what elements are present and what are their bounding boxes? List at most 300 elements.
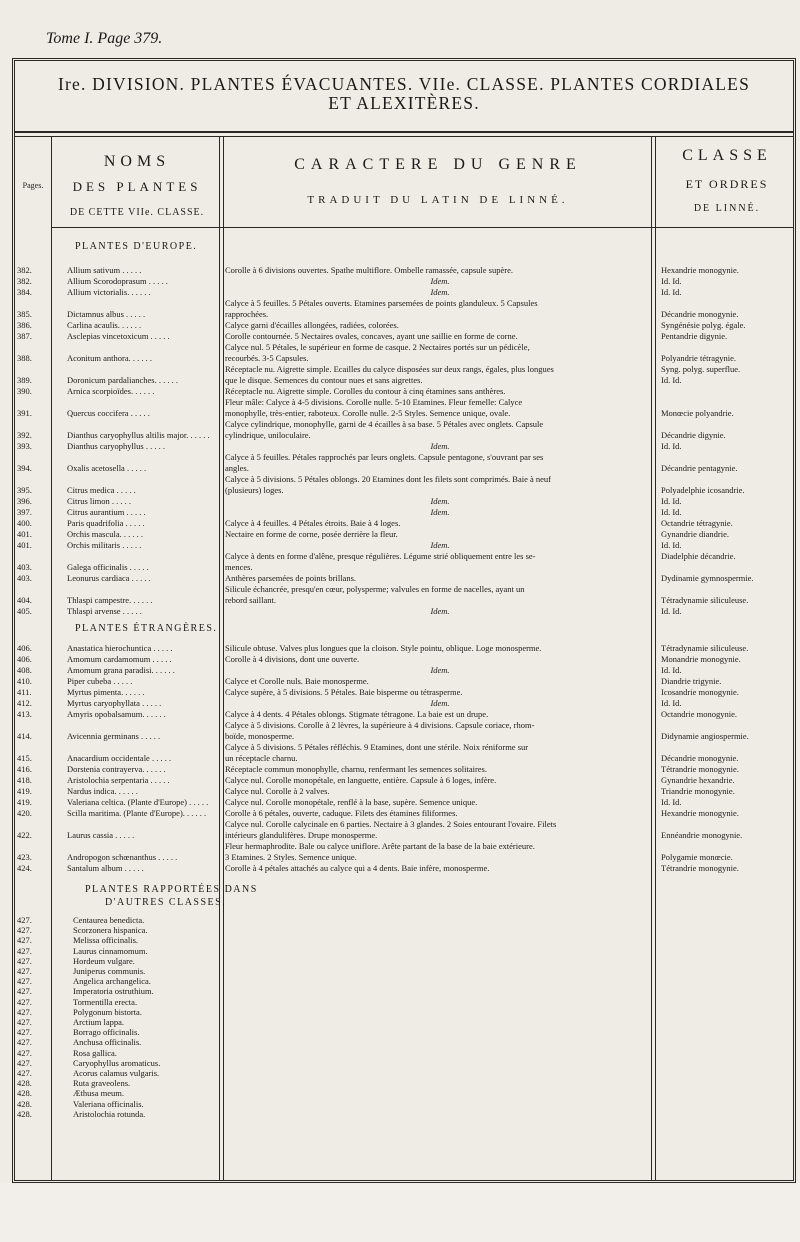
linnaean-class — [661, 441, 797, 452]
character-line: Idem. — [430, 276, 450, 286]
linnaean-class — [661, 364, 797, 386]
page-number: 408. — [17, 665, 32, 675]
table-row — [15, 452, 793, 474]
plant-name: Valeriana celtica. (Plante d'Europe) . . . . . — [67, 797, 209, 807]
title-rule-inner — [15, 136, 793, 137]
table-row — [15, 441, 793, 452]
class-line — [661, 419, 797, 430]
page-number: 428. — [17, 1088, 32, 1099]
plant-name: Aconitum anthora. . . . . . — [67, 353, 152, 363]
header-pages: Pages. — [22, 181, 44, 190]
plant-name: Acorus calamus vulgaris. — [73, 1068, 160, 1078]
header-classe-linne: CLASSE — [682, 147, 772, 164]
table-row — [15, 606, 793, 617]
linnaean-class — [661, 606, 797, 617]
page-number: 401. — [17, 540, 32, 550]
linnaean-class — [661, 298, 797, 320]
character-line: boïde, monosperme. — [225, 731, 295, 741]
genus-character — [225, 665, 655, 676]
class-line: Syng. polyg. superflue. — [661, 364, 741, 374]
linnaean-class — [661, 665, 797, 676]
page-number: 382. — [17, 276, 32, 286]
plant-name: Juniperus communis. — [73, 966, 146, 976]
page-number: 428. — [17, 1108, 32, 1119]
character-line: Idem. — [430, 496, 450, 506]
page-number: 415. — [17, 753, 32, 763]
character-line: Corolle à 4 pétales attachés au calyce qui a 4 dents. Baie infère, monosperme. — [225, 863, 490, 873]
character-line: Corolle contournée. 5 Nectaires ovales, concaves, ayant une saillie en forme de corne. — [225, 331, 518, 341]
character-line: cylindrique, uniloculaire. — [225, 430, 311, 440]
character-line: Calyce à 4 feuilles. 4 Pétales étroits. Baie à 4 loges. — [225, 518, 401, 528]
page-number: 389. — [17, 375, 32, 385]
page-number: 423. — [17, 852, 32, 862]
table-row — [15, 507, 793, 518]
plant-name: Thlaspi arvense . . . . . — [67, 606, 142, 616]
class-line: Gynandrie hexandrie. — [661, 775, 735, 785]
linnaean-class — [661, 331, 797, 342]
table-title — [15, 75, 793, 113]
linnaean-class — [661, 643, 797, 654]
plant-name: Arctium lappa. — [73, 1017, 124, 1027]
page-number: 427. — [17, 1057, 32, 1068]
class-line: Id. Id. — [661, 797, 682, 807]
plant-name: Laurus cinnamomum. — [73, 945, 148, 956]
linnaean-class — [661, 265, 797, 276]
table-row — [15, 720, 793, 742]
plant-name: Orchis mascula. . . . . . — [67, 529, 144, 539]
character-line: Idem. — [430, 540, 450, 550]
table-row — [15, 654, 793, 665]
plant-name: Allium sativum . . . . . — [67, 265, 142, 275]
plant-name: Leonurus cardiaca . . . . . — [67, 573, 151, 583]
plant-name: Dianthus caryophyllus altilis major. . . . . . — [67, 430, 210, 440]
page-number: 418. — [17, 775, 32, 785]
page-number: 401. — [17, 529, 32, 539]
genus-character — [225, 397, 655, 419]
page-number: 403. — [17, 562, 32, 572]
genus-character — [225, 687, 655, 698]
page-number: 427. — [17, 915, 32, 925]
plant-name: Polygonum bistorta. — [73, 1006, 142, 1017]
header-caractere: CARACTERE DU GENRE — [294, 156, 582, 173]
page-number: 397. — [17, 507, 32, 517]
page-number: 424. — [17, 863, 32, 873]
character-line: Calyce à 4 dents. 4 Pétales oblongs. Stigmate tétragone. La baie est un drupe. — [225, 709, 489, 719]
character-line: Calyce à 5 divisions. Corolle à 2 lèvres, la supérieure à 4 divisions. Capsule coriace, rhom- — [225, 720, 535, 730]
linnaean-class — [661, 276, 797, 287]
genus-character — [225, 720, 655, 742]
linnaean-class — [661, 863, 797, 874]
plant-name: Anchusa officinalis. — [73, 1037, 142, 1048]
page-number: 382. — [17, 265, 32, 275]
header-classe: DE CETTE VIIe. CLASSE. — [69, 207, 205, 218]
class-line: Monœcie polyandrie. — [661, 408, 734, 418]
character-line: Nectaire en forme de corne, posée derrière la fleur. — [225, 529, 398, 539]
page-number: 427. — [17, 935, 32, 946]
character-line: angles. — [225, 463, 249, 473]
page-number: 390. — [17, 386, 32, 396]
page-number: 427. — [17, 955, 32, 966]
character-line: Idem. — [430, 287, 450, 297]
character-line: Calyce nul. Corolle à 2 valves. — [225, 786, 330, 796]
plant-name: Dorstenia contrayerva. . . . . . — [67, 764, 166, 774]
header-noms: NOMS — [103, 153, 171, 170]
table-row — [15, 551, 793, 573]
page-number: 428. — [17, 1098, 32, 1109]
table-row — [15, 698, 793, 709]
table-row — [15, 364, 793, 386]
genus-character — [225, 507, 655, 518]
page-number: 419. — [17, 786, 32, 796]
class-line: Hexandrie monogynie. — [661, 265, 739, 275]
class-line: Décandrie monogynie. — [661, 309, 739, 319]
page-number: 400. — [17, 518, 32, 528]
class-line: Id. Id. — [661, 276, 682, 286]
page-number: 410. — [17, 676, 32, 686]
class-line: Décandrie pentagynie. — [661, 463, 738, 473]
genus-character — [225, 364, 655, 386]
plant-name: Quercus coccifera . . . . . — [67, 408, 150, 418]
genus-character — [225, 819, 655, 841]
page-number: 395. — [17, 485, 32, 495]
plant-name: Scorzonera hispanica. — [73, 925, 148, 936]
character-line: Idem. — [430, 665, 450, 675]
plant-name: Dianthus caryophyllus . . . . . — [67, 441, 165, 451]
class-line — [661, 584, 797, 595]
linnaean-class — [661, 584, 797, 606]
page-number: 427. — [17, 976, 32, 987]
plant-name: Doronicum pardalianches. . . . . . — [67, 375, 178, 385]
class-line: Dydinamie gymnospermie. — [661, 573, 754, 583]
genus-character — [225, 709, 655, 720]
page-number: 422. — [17, 830, 32, 840]
character-line: Réceptacle nu. Aigrette simple. Ecailles du calyce disposées sur deux rangs, égales, plus longues — [225, 364, 554, 374]
linnaean-class — [661, 540, 797, 551]
plant-name: Aristolochia serpentaria . . . . . — [67, 775, 170, 785]
character-line: un réceptacle charnu. — [225, 753, 298, 763]
page-number: 411. — [17, 687, 32, 697]
character-line: Silicule échancrée, presqu'en cœur, polysperme; valvules en forme de nacelles, ayant un — [225, 584, 525, 594]
plant-name: Allium Scorodoprasum . . . . . — [67, 276, 168, 286]
linnaean-class — [661, 397, 797, 419]
class-line: Id. Id. — [661, 496, 682, 506]
class-line: Décandrie digynie. — [661, 430, 726, 440]
table-row — [15, 573, 793, 584]
page-number: 388. — [17, 353, 32, 363]
page-header: Tome I. Page 379. — [46, 30, 163, 47]
table-row — [15, 584, 793, 606]
character-line: Calyce à 5 divisions. 5 Pétales oblongs. 20 Etamines dont les filets sont comprimés. Baie à neuf — [225, 474, 552, 484]
plant-name: Tormentilla erecta. — [73, 996, 138, 1007]
title-line-2: ET ALEXITÈRES. — [328, 93, 480, 113]
table-row — [15, 665, 793, 676]
class-line — [661, 397, 797, 408]
linnaean-class — [661, 573, 797, 584]
plant-name: Borrago officinalis. — [73, 1027, 140, 1038]
page-number: 427. — [17, 1017, 32, 1027]
class-line: Pentandrie digynie. — [661, 331, 728, 341]
table-row — [15, 265, 793, 276]
page-number: 427. — [17, 986, 32, 997]
header-traduit: TRADUIT DU LATIN DE LINNÉ. — [307, 194, 569, 206]
plant-name: Arnica scorpioïdes. . . . . . — [67, 386, 155, 396]
table-row — [15, 687, 793, 698]
list-item — [15, 1109, 225, 1120]
class-line — [661, 452, 797, 463]
genus-character — [225, 742, 655, 764]
class-line: Didynamie angiospermie. — [661, 731, 749, 741]
plant-name: Anastatica hierochuntica . . . . . — [67, 643, 173, 653]
page-number: 404. — [17, 595, 32, 605]
plant-name: Citrus aurantium . . . . . — [67, 507, 146, 517]
page-number: 403. — [17, 573, 32, 583]
class-line: Tétradynamie siliculeuse. — [661, 595, 749, 605]
genus-character — [225, 643, 655, 654]
table-row — [15, 474, 793, 496]
genus-character — [225, 764, 655, 775]
genus-character — [225, 808, 655, 819]
character-line: Fleur mâle: Calyce à 4-5 divisions. Corolle nulle. 5-10 Etamines. Fleur femelle: Calyce — [225, 397, 523, 407]
linnaean-class — [661, 474, 797, 496]
character-line: Fleur hermaphrodite. Bale ou calyce uniflore. Arête partant de la base de la baie extérieure. — [225, 841, 535, 851]
character-line: Corolle à 6 pétales, ouverte, caduque. Filets des étamines filiformes. — [225, 808, 458, 818]
class-line: Id. Id. — [661, 287, 682, 297]
linnaean-class — [661, 720, 797, 742]
linnaean-class — [661, 320, 797, 331]
linnaean-class — [661, 742, 797, 764]
class-line — [661, 298, 797, 309]
genus-character — [225, 320, 655, 331]
section-europe: PLANTES D'EUROPE. — [75, 241, 198, 252]
plant-name: Orchis militaris . . . . . — [67, 540, 142, 550]
plant-name: Avicennia germinans . . . . . — [67, 731, 161, 741]
genus-character — [225, 441, 655, 452]
table-row — [15, 863, 793, 874]
page-number: 385. — [17, 309, 32, 319]
character-line: Réceptacle nu. Aigrette simple. Corolles du contour à cinq étamines sans anthères. — [225, 386, 506, 396]
table-row — [15, 276, 793, 287]
plant-name: Imperatoria ostruthium. — [73, 986, 154, 997]
class-line: Id. Id. — [661, 665, 682, 675]
linnaean-class — [661, 819, 797, 841]
header-de-linne: DE LINNÉ. — [693, 203, 761, 214]
page-number: 393. — [17, 441, 32, 451]
class-line — [661, 474, 797, 485]
character-line: Calyce nul. 5 Pétales, le supérieur en forme de casque. 2 Nectaires portés sur un pédicèle, — [225, 342, 530, 352]
genus-character — [225, 573, 655, 584]
character-line: Idem. — [430, 606, 450, 616]
genus-character — [225, 863, 655, 874]
plant-name: Citrus limon . . . . . — [67, 496, 131, 506]
class-line: Id. Id. — [661, 507, 682, 517]
table-row — [15, 529, 793, 540]
character-line: Calyce supère, à 5 divisions. 5 Pétales. Baie bisperme ou tétrasperme. — [225, 687, 463, 697]
section-rapportees-sub: D'AUTRES CLASSES. — [105, 897, 227, 908]
page-number: 416. — [17, 764, 32, 774]
genus-character — [225, 386, 655, 397]
table-row — [15, 397, 793, 419]
class-line: Polyadelphie icosandrie. — [661, 485, 745, 495]
class-line: Tétradynamie siliculeuse. — [661, 643, 749, 653]
table-frame — [12, 58, 796, 1183]
class-line: Polyandrie tétragynie. — [661, 353, 737, 363]
character-line: Réceptacle commun monophylle, charnu, renfermant les semences solitaires. — [225, 764, 487, 774]
genus-character — [225, 786, 655, 797]
class-line: Id. Id. — [661, 606, 682, 616]
page-number: 412. — [17, 698, 32, 708]
class-line — [661, 841, 797, 852]
character-line: que le disque. Semences du contour nues et sans aigrettes. — [225, 375, 423, 385]
plant-name: Santalum album . . . . . — [67, 863, 144, 873]
plant-name: Laurus cassia . . . . . — [67, 830, 135, 840]
linnaean-class — [661, 808, 797, 819]
table-row — [15, 764, 793, 775]
genus-character — [225, 452, 655, 474]
header-ordres: ET ORDRES — [685, 177, 769, 191]
plant-name: Myrtus pimenta. . . . . . — [67, 687, 145, 697]
character-line: Idem. — [430, 698, 450, 708]
genus-character — [225, 298, 655, 320]
table-row — [15, 808, 793, 819]
genus-character — [225, 287, 655, 298]
genus-character — [225, 676, 655, 687]
plant-name: Caryophyllus aromaticus. — [73, 1057, 161, 1068]
class-line: Tétrandrie monogynie. — [661, 764, 739, 774]
linnaean-class — [661, 518, 797, 529]
class-line: Octandrie monogynie. — [661, 709, 738, 719]
class-line: Gynandrie diandrie. — [661, 529, 729, 539]
linnaean-class — [661, 496, 797, 507]
character-line: 3 Etamines. 2 Styles. Semence unique. — [225, 852, 357, 862]
linnaean-class — [661, 386, 797, 397]
class-line: Syngénésie polyg. égale. — [661, 320, 746, 330]
genus-character — [225, 342, 655, 364]
linnaean-class — [661, 419, 797, 441]
genus-character — [225, 331, 655, 342]
genus-character — [225, 529, 655, 540]
plant-name: Amomum grana paradisi. . . . . . — [67, 665, 175, 675]
linnaean-class — [661, 841, 797, 863]
page-number: 406. — [17, 643, 32, 653]
character-line: Calyce à 5 feuilles. 5 Pétales ouverts. Etamines parsemées de points glanduleux. 5 Capsules — [225, 298, 538, 308]
genus-character — [225, 265, 655, 276]
plant-name: Valeriana officinalis. — [73, 1098, 144, 1109]
plant-name: Dictamnus albus . . . . . — [67, 309, 146, 319]
character-line: Silicule obtuse. Valves plus longues que la cloison. Style pointu, oblique. Loge monosperme. — [225, 643, 542, 653]
linnaean-class — [661, 687, 797, 698]
page-number: 427. — [17, 1068, 32, 1078]
page-number: 427. — [17, 1037, 32, 1048]
plant-name: Myrtus caryophyllata . . . . . — [67, 698, 162, 708]
genus-character — [225, 419, 655, 441]
plant-name: Centaurea benedicta. — [73, 915, 145, 925]
character-line: Calyce à dents en forme d'alêne, presque régulières. Légume strié obliquement entre les se- — [225, 551, 536, 561]
class-line — [661, 386, 797, 397]
table-row — [15, 643, 793, 654]
linnaean-class — [661, 507, 797, 518]
page-number: 391. — [17, 408, 32, 418]
table-row — [15, 775, 793, 786]
plant-name: Melissa officinalis. — [73, 935, 138, 946]
genus-character — [225, 474, 655, 496]
section-rapportees: PLANTES RAPPORTÉES DANS — [85, 884, 258, 895]
table-row — [15, 540, 793, 551]
table-row — [15, 496, 793, 507]
linnaean-class — [661, 287, 797, 298]
linnaean-class — [661, 551, 797, 562]
page-number: 420. — [17, 808, 32, 818]
class-line — [661, 342, 797, 353]
character-line: intérieurs glandulifères. Drupe monosperme. — [225, 830, 378, 840]
page-number: 387. — [17, 331, 32, 341]
class-line: Triandrie monogynie. — [661, 786, 735, 796]
plant-name: Galega officinalis . . . . . — [67, 562, 149, 572]
plant-name: Piper cubeba . . . . . — [67, 676, 133, 686]
class-line: Id. Id. — [661, 540, 682, 550]
class-line — [661, 720, 797, 731]
linnaean-class — [661, 676, 797, 687]
class-line — [661, 742, 797, 753]
page-number: 419. — [17, 797, 32, 807]
page-number: 396. — [17, 496, 32, 506]
table-row — [15, 342, 793, 364]
page-number: 427. — [17, 966, 32, 976]
plant-name: Thlaspi campestre. . . . . . — [67, 595, 153, 605]
title-rule — [15, 131, 793, 133]
linnaean-class — [661, 529, 797, 540]
plant-name: Nardus indica. . . . . . — [67, 786, 138, 796]
page-number: 405. — [17, 606, 32, 616]
plant-name: Carlina acaulis. . . . . . — [67, 320, 142, 330]
linnaean-class — [661, 698, 797, 709]
plant-name: Ruta graveolens. — [73, 1078, 131, 1089]
class-line: Id. Id. — [661, 375, 682, 385]
character-line: monophylle, très-entier, raboteux. Corolle nulle. 2-5 Styles. Semence unique, ovale. — [225, 408, 511, 418]
plant-name: Scilla maritima. (Plante d'Europe). . . . . . — [67, 808, 207, 818]
genus-character — [225, 775, 655, 786]
linnaean-class — [661, 775, 797, 786]
plant-name: Paris quadrifolia . . . . . — [67, 518, 145, 528]
linnaean-class — [661, 786, 797, 797]
page-number: 427. — [17, 1027, 32, 1038]
page-number: 414. — [17, 731, 32, 741]
plant-name: Allium victorialis. . . . . . — [67, 287, 151, 297]
character-line: recourbés. 3-5 Capsules. — [225, 353, 309, 363]
character-line: Calyce nul. Corolle calycinale en 6 parties. Nectaire à 3 glandes. 2 Soies entourant l'ovaire. Filets — [225, 819, 557, 829]
page-number: 427. — [17, 1006, 32, 1017]
linnaean-class — [661, 342, 797, 364]
table-row — [15, 786, 793, 797]
class-line: Monandrie monogynie. — [661, 654, 741, 664]
genus-character — [225, 496, 655, 507]
page-number: 427. — [17, 996, 32, 1007]
character-line: Calyce nul. Corolle monopétale, en languette, entière. Capsule à 6 loges, infère. — [225, 775, 497, 785]
header-des-plantes: DES PLANTES — [72, 179, 202, 194]
page-number: 392. — [17, 430, 32, 440]
header-rule — [51, 227, 793, 228]
character-line: Calyce et Corolle nuls. Baie monosperme. — [225, 676, 369, 686]
table-row — [15, 819, 793, 841]
plant-name: Aristolochia rotunda. — [73, 1108, 146, 1119]
genus-character — [225, 276, 655, 287]
genus-character — [225, 698, 655, 709]
page-number: 427. — [17, 1047, 32, 1058]
class-line: Décandrie monogynie. — [661, 753, 739, 763]
class-line — [661, 819, 797, 830]
table-row — [15, 386, 793, 397]
genus-character — [225, 518, 655, 529]
class-line: Id. Id. — [661, 698, 682, 708]
